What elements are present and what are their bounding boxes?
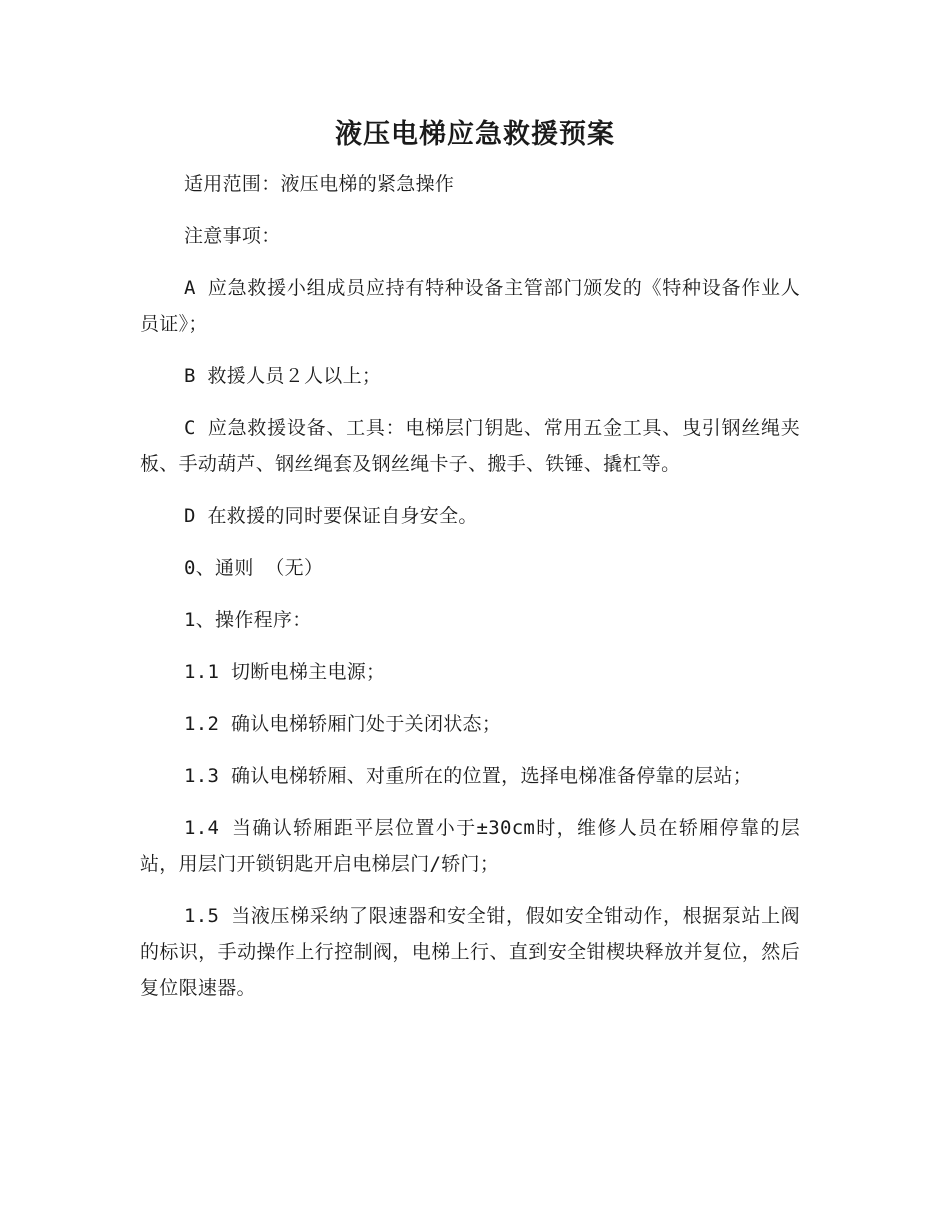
note-a-paragraph: A 应急救援小组成员应持有特种设备主管部门颁发的《特种设备作业人员证》； [140, 277, 800, 335]
step-1-1-paragraph: 1.1 切断电梯主电源； [184, 661, 386, 683]
section-1-heading: 1、操作程序： [184, 609, 312, 631]
note-b-paragraph: B 救援人员２人以上； [184, 365, 382, 387]
note-c-paragraph: C 应急救援设备、工具：电梯层门钥匙、常用五金工具、曳引钢丝绳夹板、手动葫芦、钢丝绳套及钢丝绳卡子、搬手、铁锤、撬杠等。 [140, 417, 800, 475]
step-1-4-paragraph: 1.4 当确认轿厢距平层位置小于±30cm时，维修人员在轿厢停靠的层站，用层门开锁钥匙开启电梯层门/轿门； [140, 817, 800, 875]
document-body [140, 166, 800, 1022]
notes-heading: 注意事项： [184, 225, 281, 247]
scope-paragraph: 适用范围：液压电梯的紧急操作 [184, 173, 455, 195]
note-d-paragraph: D 在救援的同时要保证自身安全。 [184, 505, 478, 527]
step-1-2-paragraph: 1.2 确认电梯轿厢门处于关闭状态； [184, 713, 502, 735]
document-title: 液压电梯应急救援预案 [335, 119, 615, 150]
step-1-3-paragraph: 1.3 确认电梯轿厢、对重所在的位置，选择电梯准备停靠的层站； [184, 765, 753, 787]
section-0-heading: 0、通则 （无） [184, 557, 324, 579]
step-1-5-paragraph: 1.5 当液压梯采纳了限速器和安全钳，假如安全钳动作，根据泵站上阀的标识，手动操作上行控制阀，电梯上行、直到安全钳楔块释放并复位，然后复位限速器。 [140, 905, 800, 999]
